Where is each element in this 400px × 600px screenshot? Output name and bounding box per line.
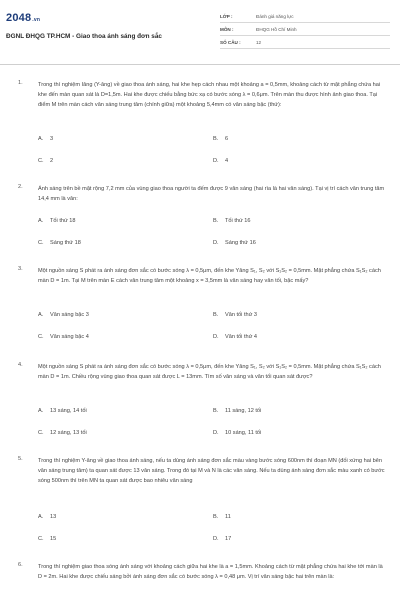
option-letter: A. [38, 514, 44, 520]
option-b[interactable] [213, 312, 257, 320]
option-d[interactable] [213, 240, 256, 248]
question-text: Trong thí nghiệm Y-âng về giao thoa ánh sáng, nếu ta dùng ánh sáng đơn sắc màu vàng bước sóng 600nm thì đoạn MN (đối xứng hai bên vân sáng trung tâm) ta quan sát được 13 vân sáng. Trong đó tại M và N là các vân sáng. Nếu ta dùng ánh sáng đơn sắc màu xanh có bước sóng 500nm thì trên MN ta quan sát được bao nhiêu vân sáng [38, 458, 385, 484]
question-text: Một nguồn sáng S phát ra ánh sáng đơn sắc có bước sóng λ = 0,5μm, đến khe Yâng S₁, S₂ với S₁S₂ = 0,5mm. Mặt phẳng chứa S₁S₂ cách màn D = 1m. Tại M trên màn E cách vân trung tâm một khoảng x = 3,5mm là vân sáng hay vân tối, bậc mấy? [38, 268, 381, 284]
question-number: 4. [18, 362, 23, 368]
option-letter: C. [38, 240, 44, 246]
question-text: Trong thí nghiệm giao thoa sóng ánh sáng với khoảng cách giữa hai khe là a = 1,5mm. Khoảng cách từ mặt phẳng chứa hai khe tới màn là D = 2m. Hai khe được chiếu sáng bởi ánh sáng đơn sắc có bước sóng λ = 0,48 μm. Vị trí vân sáng bậc hai trên màn là: [38, 564, 383, 580]
option-a[interactable] [38, 312, 89, 320]
option-letter: A. [38, 408, 44, 414]
option-text: 11 sáng, 12 tối [225, 408, 262, 414]
option-text: Vân tối thứ 4 [225, 334, 258, 340]
option-letter: D. [213, 240, 219, 246]
question-text: Ánh sáng trên bề mặt rộng 7,2 mm của vùng giao thoa người ta đếm được 9 vân sáng (hai rìa là hai vân sáng). Tại vị trí cách vân trung tâm 14,4 mm là vân: [38, 186, 385, 202]
question-number: 3. [18, 266, 23, 272]
option-letter: A. [38, 136, 44, 142]
option-letter: D. [213, 158, 219, 164]
option-d[interactable] [213, 158, 228, 166]
option-text: Tối thứ 16 [225, 218, 251, 224]
option-letter: C. [38, 536, 44, 542]
option-text: 13 sáng, 14 tối [50, 408, 87, 414]
option-text: 3 [50, 136, 54, 142]
option-c[interactable] [38, 158, 53, 166]
option-letter: D. [213, 536, 219, 542]
option-d[interactable] [213, 430, 261, 438]
option-letter: C. [38, 334, 44, 340]
option-letter: D. [213, 334, 219, 340]
question-number: 6. [18, 562, 23, 568]
option-a[interactable] [38, 218, 76, 226]
option-text: Vân sáng bậc 4 [50, 334, 89, 340]
option-b[interactable] [213, 408, 261, 416]
question-number: 5. [18, 456, 23, 462]
option-text: 4 [225, 158, 229, 164]
option-c[interactable] [38, 536, 56, 544]
option-text: Vân sáng bậc 3 [50, 312, 89, 318]
meta-label: LỚP : [220, 13, 233, 19]
option-letter: B. [213, 312, 219, 318]
meta-label: MÔN : [220, 26, 234, 32]
option-text: Sáng thứ 18 [50, 240, 81, 246]
option-text: 12 sáng, 13 tối [50, 430, 87, 436]
option-b[interactable] [213, 218, 251, 226]
option-b[interactable] [213, 514, 231, 522]
document-title: ĐGNL ĐHQG TP.HCM - Giao thoa ánh sáng đơn sắc [6, 33, 162, 40]
option-a[interactable] [38, 514, 56, 522]
question-text: Một nguồn sáng S phát ra ánh sáng đơn sắc có bước sóng λ = 0,5μm, đến khe Yâng S₁, S₂ với S₁S₂ = 0,5mm. Mặt phẳng chứa S₁S₂ cách màn D = 1m. Chiều rộng vùng giao thoa quan sát được L = 13mm. Tìm số vân sáng và vân tối quan sát được? [38, 364, 381, 380]
option-text: 15 [50, 536, 57, 542]
option-letter: D. [213, 430, 219, 436]
option-letter: A. [38, 218, 44, 224]
logo-text: 2048 [6, 12, 32, 24]
option-a[interactable] [38, 408, 87, 416]
option-text: Tối thứ 18 [50, 218, 76, 224]
option-letter: B. [213, 514, 219, 520]
option-c[interactable] [38, 240, 81, 248]
option-text: Vân tối thứ 3 [225, 312, 258, 318]
option-d[interactable] [213, 334, 257, 342]
option-letter: A. [38, 312, 44, 318]
meta-value: ĐHQG Hồ Chí Minh [256, 26, 297, 32]
option-text: 17 [225, 536, 232, 542]
option-text: 2 [50, 158, 54, 164]
meta-value: 12 [256, 39, 262, 45]
option-c[interactable] [38, 430, 87, 438]
option-text: 13 [50, 514, 57, 520]
question-number: 1. [18, 80, 23, 86]
option-a[interactable] [38, 136, 53, 144]
question-number: 2. [18, 184, 23, 190]
option-letter: C. [38, 430, 44, 436]
meta-label: SỐ CÂU : [220, 39, 241, 45]
option-c[interactable] [38, 334, 89, 342]
logo-suffix: .vn [32, 17, 41, 23]
meta-value: Đánh giá năng lực [256, 13, 294, 19]
option-letter: B. [213, 136, 219, 142]
option-letter: B. [213, 408, 219, 414]
option-text: 10 sáng, 11 tối [225, 430, 262, 436]
question-text: Trong thí nghiệm Iâng (Y-âng) về giao thoa ánh sáng, hai khe hẹp cách nhau một khoảng a = 0,5mm, khoảng cách từ mặt phẳng chứa hai khe đến màn quan sát là D=1,5m. Hai khe được chiếu bằng bức xạ có bước sóng λ = 0,6μm. Trên màn thu được hình ảnh giao thoa. Tại điểm M trên màn cách vân sáng trung tâm (chính giữa) một khoảng 5,4mm có vân sáng bậc (thứ): [38, 82, 381, 108]
option-letter: C. [38, 158, 44, 164]
option-d[interactable] [213, 536, 231, 544]
option-b[interactable] [213, 136, 228, 144]
option-letter: B. [213, 218, 219, 224]
option-text: 11 [225, 514, 231, 520]
option-text: 6 [225, 136, 229, 142]
option-text: Sáng thứ 16 [225, 240, 256, 246]
